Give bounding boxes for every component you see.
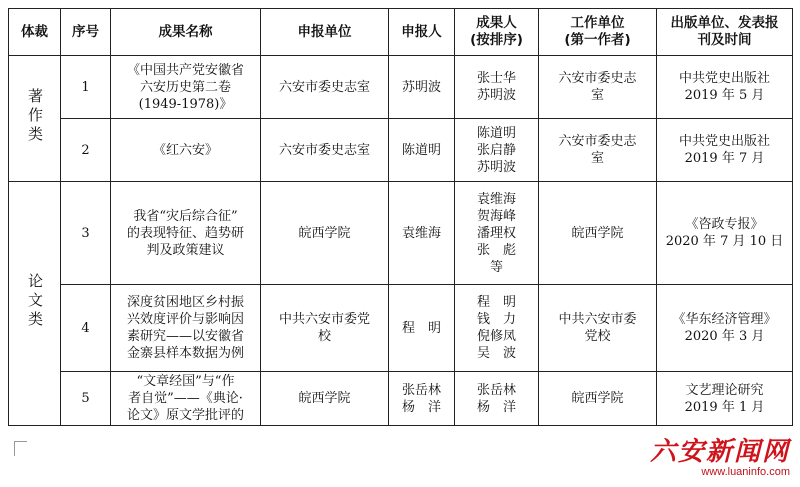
header-no: 序号: [61, 9, 111, 56]
cell-applicant-unit: 皖西学院: [261, 182, 389, 285]
header-applicant: 申报人: [389, 9, 455, 56]
cell-work-unit: 皖西学院: [539, 182, 657, 285]
cell-title: 我省“灾后综合征” 的表现特征、趋势研 判及政策建议: [111, 182, 261, 285]
cell-authors: 张士华 苏明波: [455, 56, 539, 119]
cell-publisher: 《华东经济管理》 2020 年 3 月: [657, 285, 793, 372]
watermark-url: www.luaninfo.com: [701, 466, 790, 478]
cell-applicant-unit: 皖西学院: [261, 372, 389, 426]
header-publisher: 出版单位、发表报 刊及时间: [657, 9, 793, 56]
cell-work-unit: 六安市委史志 室: [539, 119, 657, 182]
table-row: [9, 182, 793, 285]
cell-publisher: 《咨政专报》 2020 年 7 月 10 日: [657, 182, 793, 285]
cell-publisher: 中共党史出版社 2019 年 5 月: [657, 56, 793, 119]
cell-title: 深度贫困地区乡村振 兴效度评价与影响因 素研究——以安徽省 金寨县样本数据为例: [111, 285, 261, 372]
cell-work-unit: 中共六安市委 党校: [539, 285, 657, 372]
cell-title: 《红六安》: [111, 119, 261, 182]
cell-applicant-unit: 六安市委史志室: [261, 119, 389, 182]
cell-applicant: 袁维海: [389, 182, 455, 285]
cell-publisher: 中共党史出版社 2019 年 7 月: [657, 119, 793, 182]
awards-table: [8, 8, 793, 426]
cell-applicant: 苏明波: [389, 56, 455, 119]
cell-applicant-unit: 中共六安市委党 校: [261, 285, 389, 372]
category-label: 著作类: [26, 87, 44, 145]
cell-applicant: 陈道明: [389, 119, 455, 182]
table-row: [9, 119, 793, 182]
cell-applicant-unit: 六安市委史志室: [261, 56, 389, 119]
cell-title-wrap: [111, 372, 261, 426]
table-row: [9, 285, 793, 372]
cell-authors: 程 明 钱 力 倪修凤 吴 波: [455, 285, 539, 372]
cell-no: 1: [61, 56, 111, 119]
cell-publisher: 文艺理论研究 2019 年 1 月: [657, 372, 793, 426]
header-category: 体裁: [9, 9, 61, 56]
cell-no: 5: [61, 372, 111, 426]
watermark-name: 六安新闻网: [649, 437, 790, 467]
header-work-unit: 工作单位 (第一作者): [539, 9, 657, 56]
cell-authors: 袁维海 贺海峰 潘理权 张 彪 等: [455, 182, 539, 285]
cell-applicant: 程 明: [389, 285, 455, 372]
category-cell-papers: [9, 182, 61, 426]
category-label: 论文类: [26, 272, 44, 330]
header-title: 成果名称: [111, 9, 261, 56]
cell-applicant: 张岳林 杨 洋: [389, 372, 455, 426]
cell-no: 4: [61, 285, 111, 372]
cell-title: 《中国共产党安徽省 六安历史第二卷 (1949-1978)》: [111, 56, 261, 119]
cell-title: “文章经国”与“作 者自觉”——《典论· 论文》原文学批评的: [126, 374, 244, 423]
table-header-row: [9, 9, 793, 56]
watermark-logo: [650, 438, 790, 479]
table-row: [9, 56, 793, 119]
cell-no: 2: [61, 119, 111, 182]
cell-no: 3: [61, 182, 111, 285]
page-corner-mark: [14, 441, 27, 456]
cell-authors: 陈道明 张启静 苏明波: [455, 119, 539, 182]
header-authors: 成果人 (按排序): [455, 9, 539, 56]
table-row: [9, 372, 793, 426]
cell-work-unit: 皖西学院: [539, 372, 657, 426]
cell-work-unit: 六安市委史志 室: [539, 56, 657, 119]
cell-authors: 张岳林 杨 洋: [455, 372, 539, 426]
header-applicant-unit: 申报单位: [261, 9, 389, 56]
category-cell-works: [9, 56, 61, 182]
